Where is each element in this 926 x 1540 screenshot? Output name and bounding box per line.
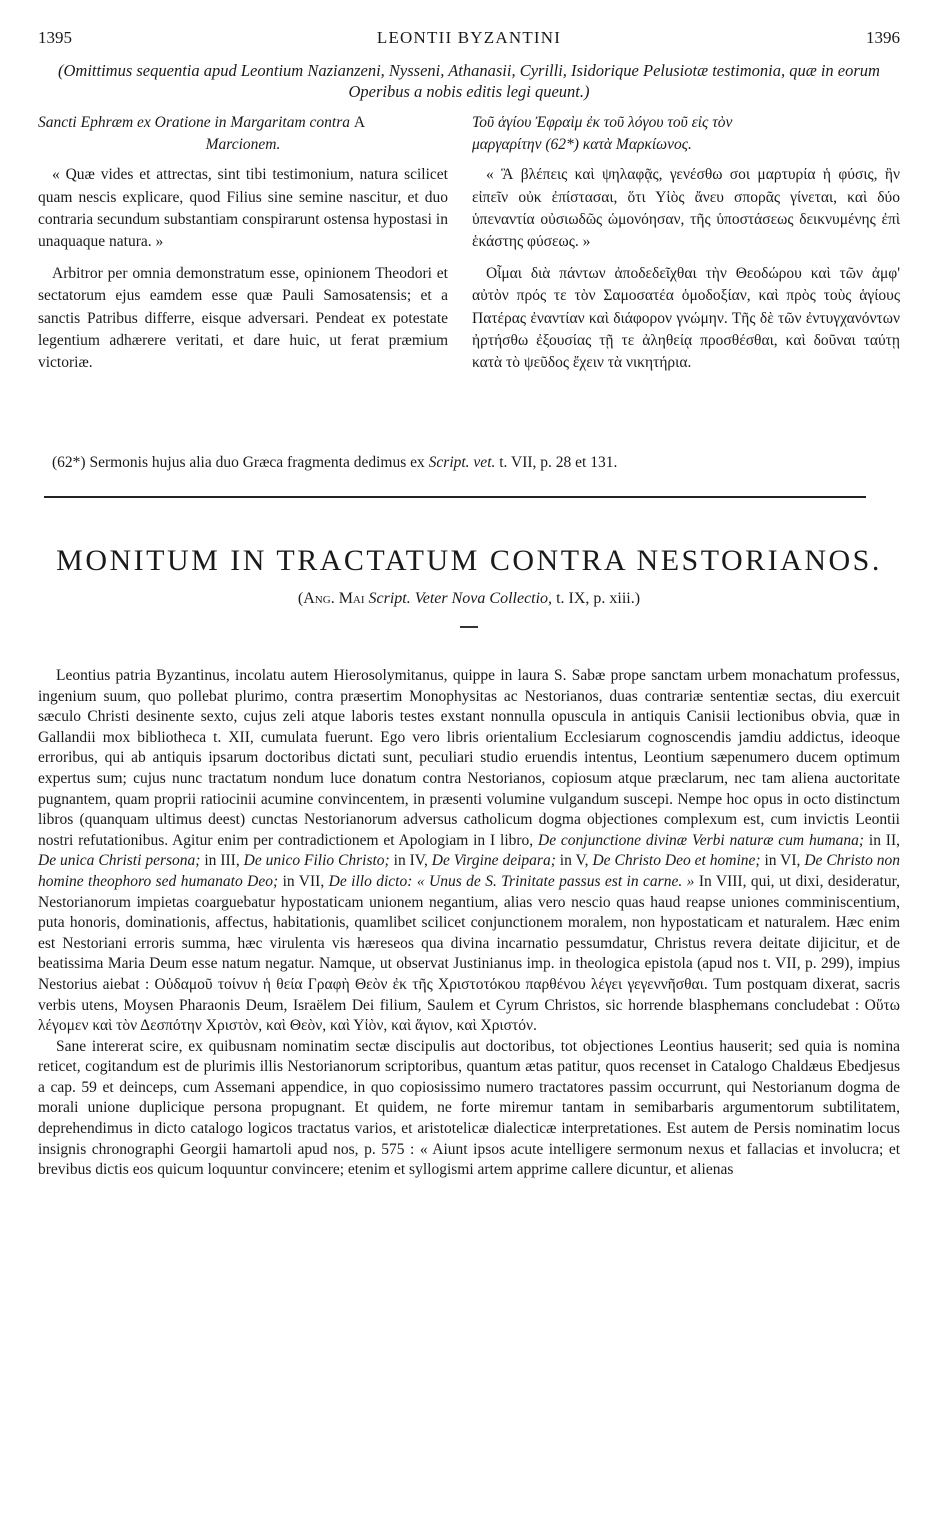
latin-column: [38, 112, 448, 374]
running-title: LEONTII BYZANTINI: [376, 28, 562, 47]
greek-paragraph-2: Οἶμαι διὰ πάντων ἀποδεδεῖχθαι τὴν Θεοδώρου καὶ τῶν ἀμφ' αὐτὸν πρός τε τὸν Σαμοσατέα ὁμοδοξίαν, καὶ πρὸς τοὺς ἁγίους Πατέρας ἐναντίαν καὶ διάφορον γνώμην. Τῆς δὲ τῶν ἐντυγχανόντων ἠρτήσθω ἐξουσίας τῇ τε ἀληθείᾳ προσθέσθαι, καὶ δοῦναι ταύτῃ κατὰ τὸ ψεῦδος ἔχειν τὰ νικητήρια.: [472, 265, 900, 372]
page-number-left: 1395: [38, 28, 72, 47]
main-text: [38, 666, 900, 1181]
book-title: De illo dicto: « Unus de S. Trinitate passus est in carne. »: [328, 872, 695, 890]
latin-heading-line1: Sancti Ephræm ex Oratione in Margaritam contra: [38, 114, 350, 131]
latin-paragraph-1: « Quæ vides et attrectas, sint tibi testimonium, natura scilicet quam nescis explicare, quod Filius sine semine nascitur, et duo contraria secundum substantiam conspirarunt ostensa hypostasi in unaquaque natura. »: [38, 166, 448, 251]
source-open: (: [297, 590, 304, 607]
footnote-marker: (62*): [52, 454, 86, 471]
parallel-columns: [38, 112, 900, 448]
footnote-text-end: t. VII, p. 28 et 131.: [499, 454, 618, 471]
footnote: [38, 452, 900, 474]
page: [38, 28, 900, 1181]
body-paragraph-2: Sane intererat scire, ex quibusnam nominatim sectæ discipulis aut doctoribus, tot objectiones Leontius hauserit; sed quia is nomina reticet, cogitandum est de plurimis illis Nestorianorum scriptoribus, quantum ætas patitur, quos recenset in Catalogo Chaldæus Ebedjesus a cap. 59 et deinceps, cum Assemani appendice, in quo copiosissimo numero tractatores passim occurrunt, qui Nestorianum dogma de morali unione duplicique persona propugnant. Et quidem, ne forte miremur tantam in semibarbaris argumentorum subtilitatem, deprehendimus in dicto catalogo logicos tractatus varios, et aristotelicæ dialecticæ interpretationes. Est autem de Persis nominatim locus insignis chronographi Georgii hamartoli apud nos, p. 575 : « Aiunt ipsos acute intelligere sermonum nexus et fallacias et involucra; et brevibus dictis eos quicum loquuntur convincere; etenim et syllogismi artem apprime callere dicuntur, et alienas: [38, 1037, 900, 1179]
greek-heading-line1: Τοῦ ἁγίου Ἐφραὶμ ἐκ τοῦ λόγου τοῦ εἰς τὸν: [472, 114, 733, 131]
footnote-text: Sermonis hujus alia duo Græca fragmenta dedimus ex: [89, 454, 425, 471]
body-text: in V,: [559, 852, 589, 870]
body-text: Leontius patria Byzantinus, incolatu autem Hierosolymitanus, quippe in laura S. Sabæ prope sanctam urbem monachatum professus, ingenium suum, quo pollebat plurimo, contra præsertim Monophysitas ac Nestorianos, duas contrariæ sententiæ sectas, diu exercuit sæculo Christi desinente sexto, cujus zeli atque laboris testes exstant nonnulla opuscula in antiquis Canisii lectionibus obvia, quæ in Gallandii mox bibliotheca t. XII, cumulata fuerunt. Ego vero libris orientalium Ecclesiarum cognoscendis jamdiu addictus, ideoque erroribus, qui ab antiquis ipsarum doctoribus dictati sunt, peculiari studio eruendis intentus, Leontium sæpenumero ducem optimum expertus sum; cujus nunc tractatum nondum luce donatum contra Nestorianos, copiosum atque præclarum, nec tam aliena auctoritate pugnantem, quam proprii ratiocinii acumine convincentem, in præsenti volumine vulgandum suscepi. Nempe hoc opus in octo distinctum libros (quanquam ultimus deest) cunctas Nestorianorum adversus catholicum dogma objectiones complexum est, cum invictis Leontii nostri refutationibus. Agitur enim per contradictionem et Apologiam in I libro,: [38, 667, 900, 849]
greek-heading-line2: μαργαρίτην (62*) κατὰ Μαρκίωνος.: [472, 136, 692, 154]
body-text: In VIII, qui, ut dixi, desideratur, Nestorianorum impietas coarguebatur hypostaticam unionem negantium, alias vero nescio quas haud reapse uniones comminiscentium, puta honoris, dominationis, affectus, habitationis, quamlibet scilicet conjunctionem moralem, non hypostaticam et naturalem. Hæc enim est Nestoriani erroris summa, hæc virulenta vis hæreseos qua divina incarnatio pessumdatur, Christus revera deitate dijicitur, et de beatissima Maria Deum esse natum negatur. Namque, ut observat Justinianus imp. in theologica epistola (apud nos t. VII, p. 299), impius Nestorius aiebat : Οὐδαμοῦ τοίνυν ἡ θεία Γραφὴ Θεὸν ἐκ τῆς Χριστοτόκου παρθένου λέγει γεγεννῆσθαι. Tum postquam dixerat, sacris verbis utens, Moysen Pharaonis Deum, Israëlem Dei filium, Saulem et Cyrum Christos, sic horrende blasphemans concludebat : Οὕτω λέγομεν καὶ τὸν Δεσπότην Χριστὸν, καὶ Θεὸν, καὶ Υἱὸν, καὶ ἅγιον, καὶ Χριστόν.: [38, 872, 901, 1035]
greek-heading: [472, 112, 900, 156]
book-title: De Christo non homine theophoro sed humanato Deo;: [38, 852, 901, 890]
running-head: [38, 28, 900, 54]
footnote-italic: Script. vet.: [428, 454, 496, 471]
latin-heading: [38, 112, 448, 156]
body-text: in III,: [204, 852, 240, 870]
greek-column: [472, 112, 900, 374]
short-divider: [460, 626, 478, 628]
latin-heading-line2: Marcionem.: [205, 136, 281, 154]
source-rest: t. IX, p. xiii.): [556, 590, 641, 607]
body-text: in II,: [868, 831, 900, 849]
column-marker: A: [353, 114, 366, 131]
greek-paragraph-1: « Ἃ βλέπεις καὶ ψηλαφᾷς, γενέσθω σοι μαρτυρία ἡ φύσις, ἣν εἰπεῖν οὐκ ἐπίστασαι, ὅτι Υἱὸς ἄνευ σπορᾶς γίνεται, καὶ δύο ὑπεναντία οὐσιωδῶς ὡμονόησαν, τῆς ὑποστάσεως δεικνυμένης ἐπὶ ἑκάστης φύσεως. »: [472, 166, 900, 251]
omission-note: (Omittimus sequentia apud Leontium Nazianzeni, Nysseni, Athanasii, Cyrilli, Isidorique Pelusiotæ testimonia, quæ in eorum Operibus a nobis editis legi queunt.): [58, 61, 880, 101]
book-title: De Christo Deo et homine;: [592, 852, 761, 870]
source-author: Ang. Mai: [303, 590, 365, 607]
page-number-right: 1396: [866, 28, 900, 47]
source-citation: [38, 590, 900, 608]
source-title: Script. Veter Nova Collectio,: [368, 590, 553, 607]
book-title: De Virgine deipara;: [431, 852, 556, 870]
body-paragraph-1: [38, 666, 900, 1037]
section-title: MONITUM IN TRACTATUM CONTRA NESTORIANOS.: [56, 544, 882, 577]
section-divider: [44, 496, 866, 498]
book-title: De conjunctione divinæ Verbi naturæ cum humana;: [538, 831, 865, 849]
book-title: De unico Filio Christo;: [243, 852, 390, 870]
latin-paragraph-2: Arbitror per omnia demonstratum esse, opinionem Theodori et sectatorum ejus eamdem esse quæ Pauli Samosatensis; et a sanctis Patribus differre, eisque adversari. Pendeat ex potestate legentium adhærere veritati, et dare huic, ut ferat præmium victoriæ.: [38, 265, 448, 372]
body-text: in VII,: [282, 872, 325, 890]
body-text: in IV,: [393, 852, 428, 870]
book-title: De unica Christi persona;: [38, 852, 201, 870]
body-text: in VI,: [764, 852, 801, 870]
